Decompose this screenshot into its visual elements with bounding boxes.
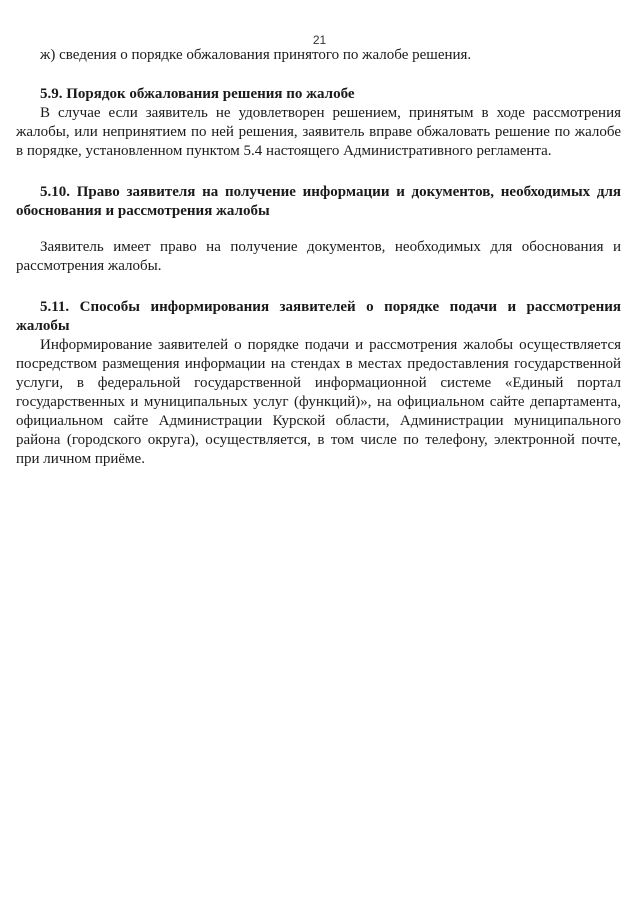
list-item-zh: ж) сведения о порядке обжалования принятого по жалобе решения. — [40, 47, 472, 63]
section-heading: 5.10. Право заявителя на получение информации и документов, необходимых для обоснования и рассмотрения жалобы — [16, 184, 621, 219]
section-5-9 — [16, 85, 621, 161]
section-paragraph: В случае если заявитель не удовлетворен решением, принятым в ходе рассмотрения жалобы, или непринятием по ней решения, заявитель вправе обжаловать решение по жалобе в порядке, установленном пунктом 5.4 настоящего Административного регламента. — [16, 105, 621, 159]
section-5-11 — [16, 298, 621, 469]
section-paragraph: Информирование заявителей о порядке подачи и рассмотрения жалобы осуществляется посредством размещения информации на стендах в местах предоставления государственной услуги, в федеральной государственной информационной системе «Единый портал государственных и муниципальных услуг (функций)», на официальном сайте департамента, официальном сайте Администрации Курской области, Администрации муниципального района (городского округа), осуществляется, в том числе по телефону, электронной почте, при личном приёме. — [16, 337, 621, 467]
page-number: 21 — [312, 33, 327, 47]
document-body — [16, 46, 621, 469]
section-heading: 5.9. Порядок обжалования решения по жалобе — [40, 86, 355, 102]
section-heading: 5.11. Способы информирования заявителей о порядке подачи и рассмотрения жалобы — [16, 299, 621, 334]
section-paragraph: Заявитель имеет право на получение документов, необходимых для обоснования и рассмотрения жалобы. — [16, 239, 621, 274]
section-5-10 — [16, 183, 621, 276]
